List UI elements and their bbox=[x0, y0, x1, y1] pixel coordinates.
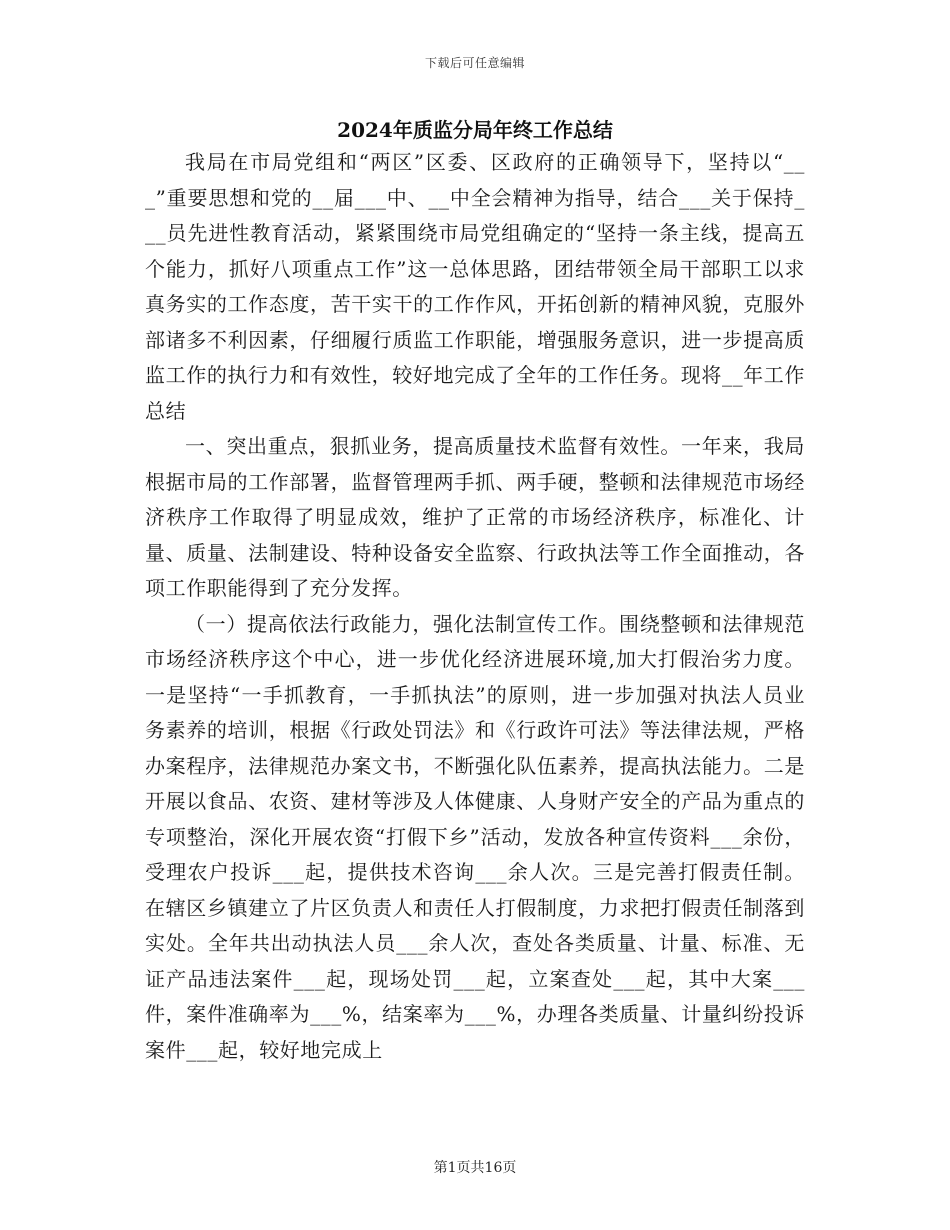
document-title: 2024年质监分局年终工作总结 bbox=[337, 118, 613, 142]
document-body bbox=[145, 145, 805, 1068]
paragraph-section-one: 一、突出重点，狠抓业务，提高质量技术监督有效性。一年来，我局根据市局的工作部署，监督管理两手抓、两手硬，整顿和法律规范市场经济秩序工作取得了明显成效，维护了正常的市场经济秩序，标准化、计量、质量、法制建设、特种设备安全监察、行政执法等工作全面推动，各项工作职能得到了充分发挥。 bbox=[145, 434, 805, 600]
paragraph-subsection-one: （一）提高依法行政能力，强化法制宣传工作。围绕整顿和法律规范市场经济秩序这个中心，进一步优化经济进展环境,加大打假治劣力度。一是坚持“一手抓教育，一手抓执法”的原则，进一步加强对执法人员业务素养的培训，根据《行政处罚法》和《行政许可法》等法律法规，严格办案程序，法律规范办案文书，不断强化队伍素养，提高执法能力。二是开展以食品、农资、建材等涉及人体健康、人身财产安全的产品为重点的专项整治，深化开展农资“打假下乡”活动，发放各种宣传资料___余份，受理农户投诉___起，提供技术咨询___余人次。三是完善打假责任制。在辖区乡镇建立了片区负责人和责任人打假制度，力求把打假责任制落到实处。全年共出动执法人员___余人次，查处各类质量、计量、标准、无证产品违法案件___起，现场处罚___起，立案查处___起，其中大案___件，案件准确率为___%，结案率为___%，办理各类质量、计量纠纷投诉案件___起，较好地完成上 bbox=[145, 611, 805, 1062]
page-number: 第1页共16页 bbox=[433, 1160, 517, 1176]
header-note: 下载后可任意编辑 bbox=[424, 56, 525, 70]
paragraph-intro: 我局在市局党组和“两区”区委、区政府的正确领导下，坚持以“___”重要思想和党的__届___中、__中全会精神为指导，结合___关于保持___员先进性教育活动，紧紧围绕市局党组确定的“坚持一条主线，提高五个能力，抓好八项重点工作”这一总体思路，团结带领全局干部职工以求真务实的工作态度，苦干实干的工作作风，开拓创新的精神风貌，克服外部诸多不利因素，仔细履行质监工作职能，增强服务意识，进一步提高质监工作的执行力和有效性，较好地完成了全年的工作任务。现将__年工作总结 bbox=[145, 150, 805, 423]
